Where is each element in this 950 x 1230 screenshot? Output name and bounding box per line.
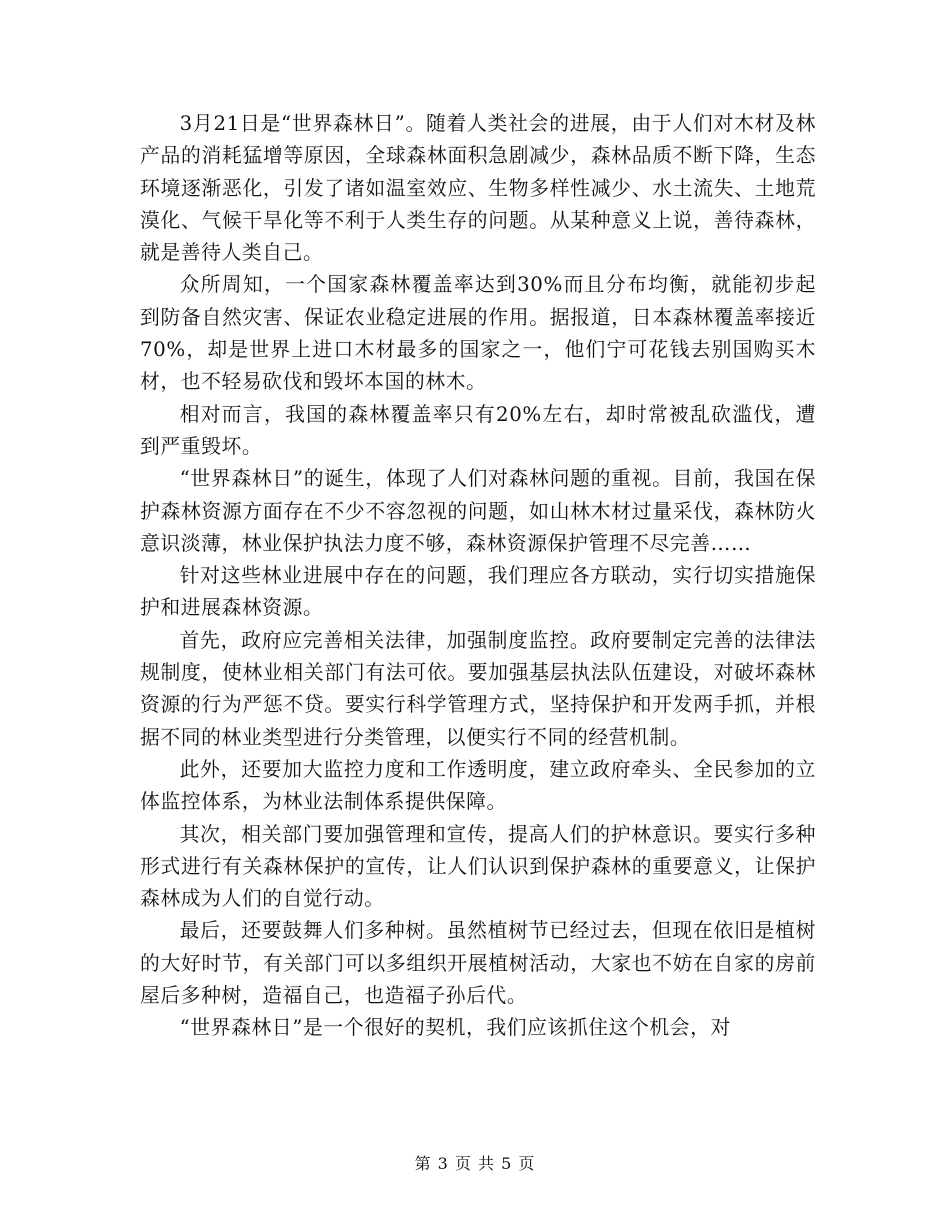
paragraph-8: 其次，相关部门要加强管理和宣传，提高人们的护林意识。要实行多种形式进行有关森林保护的宣传，让人们认识到保护森林的重要意义，让保护森林成为人们的自觉行动。	[140, 822, 816, 911]
paragraph-2: 众所周知，一个国家森林覆盖率达到30%而且分布均衡，就能初步起到防备自然灾害、保证农业稳定进展的作用。据报道，日本森林覆盖率接近70%，却是世界上进口木材最多的国家之一，他们宁可花钱去别国购买木材，也不轻易砍伐和毁坏本国的林木。	[140, 273, 816, 394]
paragraph-7: 此外，还要加大监控力度和工作透明度，建立政府牵头、全民参加的立体监控体系，为林业法制体系提供保障。	[140, 757, 816, 814]
paragraph-5: 针对这些林业进展中存在的问题，我们理应各方联动，实行切实措施保护和进展森林资源。	[140, 564, 816, 620]
paragraph-6: 首先，政府应完善相关法律，加强制度监控。政府要制定完善的法律法规制度，使林业相关部门有法可依。要加强基层执法队伍建设，对破坏森林资源的行为严惩不贷。要实行科学管理方式，坚持保护和开发两手抓，并根据不同的林业类型进行分类管理，以便实行不同的经营机制。	[140, 628, 816, 749]
paragraph-1: 3月21日是“世界森林日”。随着人类社会的进展，由于人们对木材及林产品的消耗猛增等原因，全球森林面积急剧减少，森林品质不断下降，生态环境逐渐恶化，引发了诸如温室效应、生物多样性减少、水土流失、土地荒漠化、气候干旱化等不利于人类生存的问题。从某种意义上说，善待森林，就是善待人类自己。	[140, 112, 816, 265]
document-body	[140, 108, 816, 1045]
paragraph-4: “世界森林日”的诞生，体现了人们对森林问题的重视。目前，我国在保护森林资源方面存在不少不容忽视的问题，如山林木材过量采伐，森林防火意识淡薄，林业保护执法力度不够，森林资源保护管理不尽完善……	[140, 467, 816, 555]
paragraph-9: 最后，还要鼓舞人们多种树。虽然植树节已经过去，但现在依旧是植树的大好时节，有关部门可以多组织开展植树活动，大家也不妨在自家的房前屋后多种树，造福自己，也造福子孙后代。	[140, 919, 816, 1008]
page-number-footer: 第 3 页 共 5 页	[414, 1154, 536, 1173]
paragraph-3: 相对而言，我国的森林覆盖率只有20%左右，却时常被乱砍滥伐，遭到严重毁坏。	[140, 402, 816, 458]
paragraph-10: “世界森林日”是一个很好的契机，我们应该抓住这个机会，对	[179, 1016, 731, 1040]
